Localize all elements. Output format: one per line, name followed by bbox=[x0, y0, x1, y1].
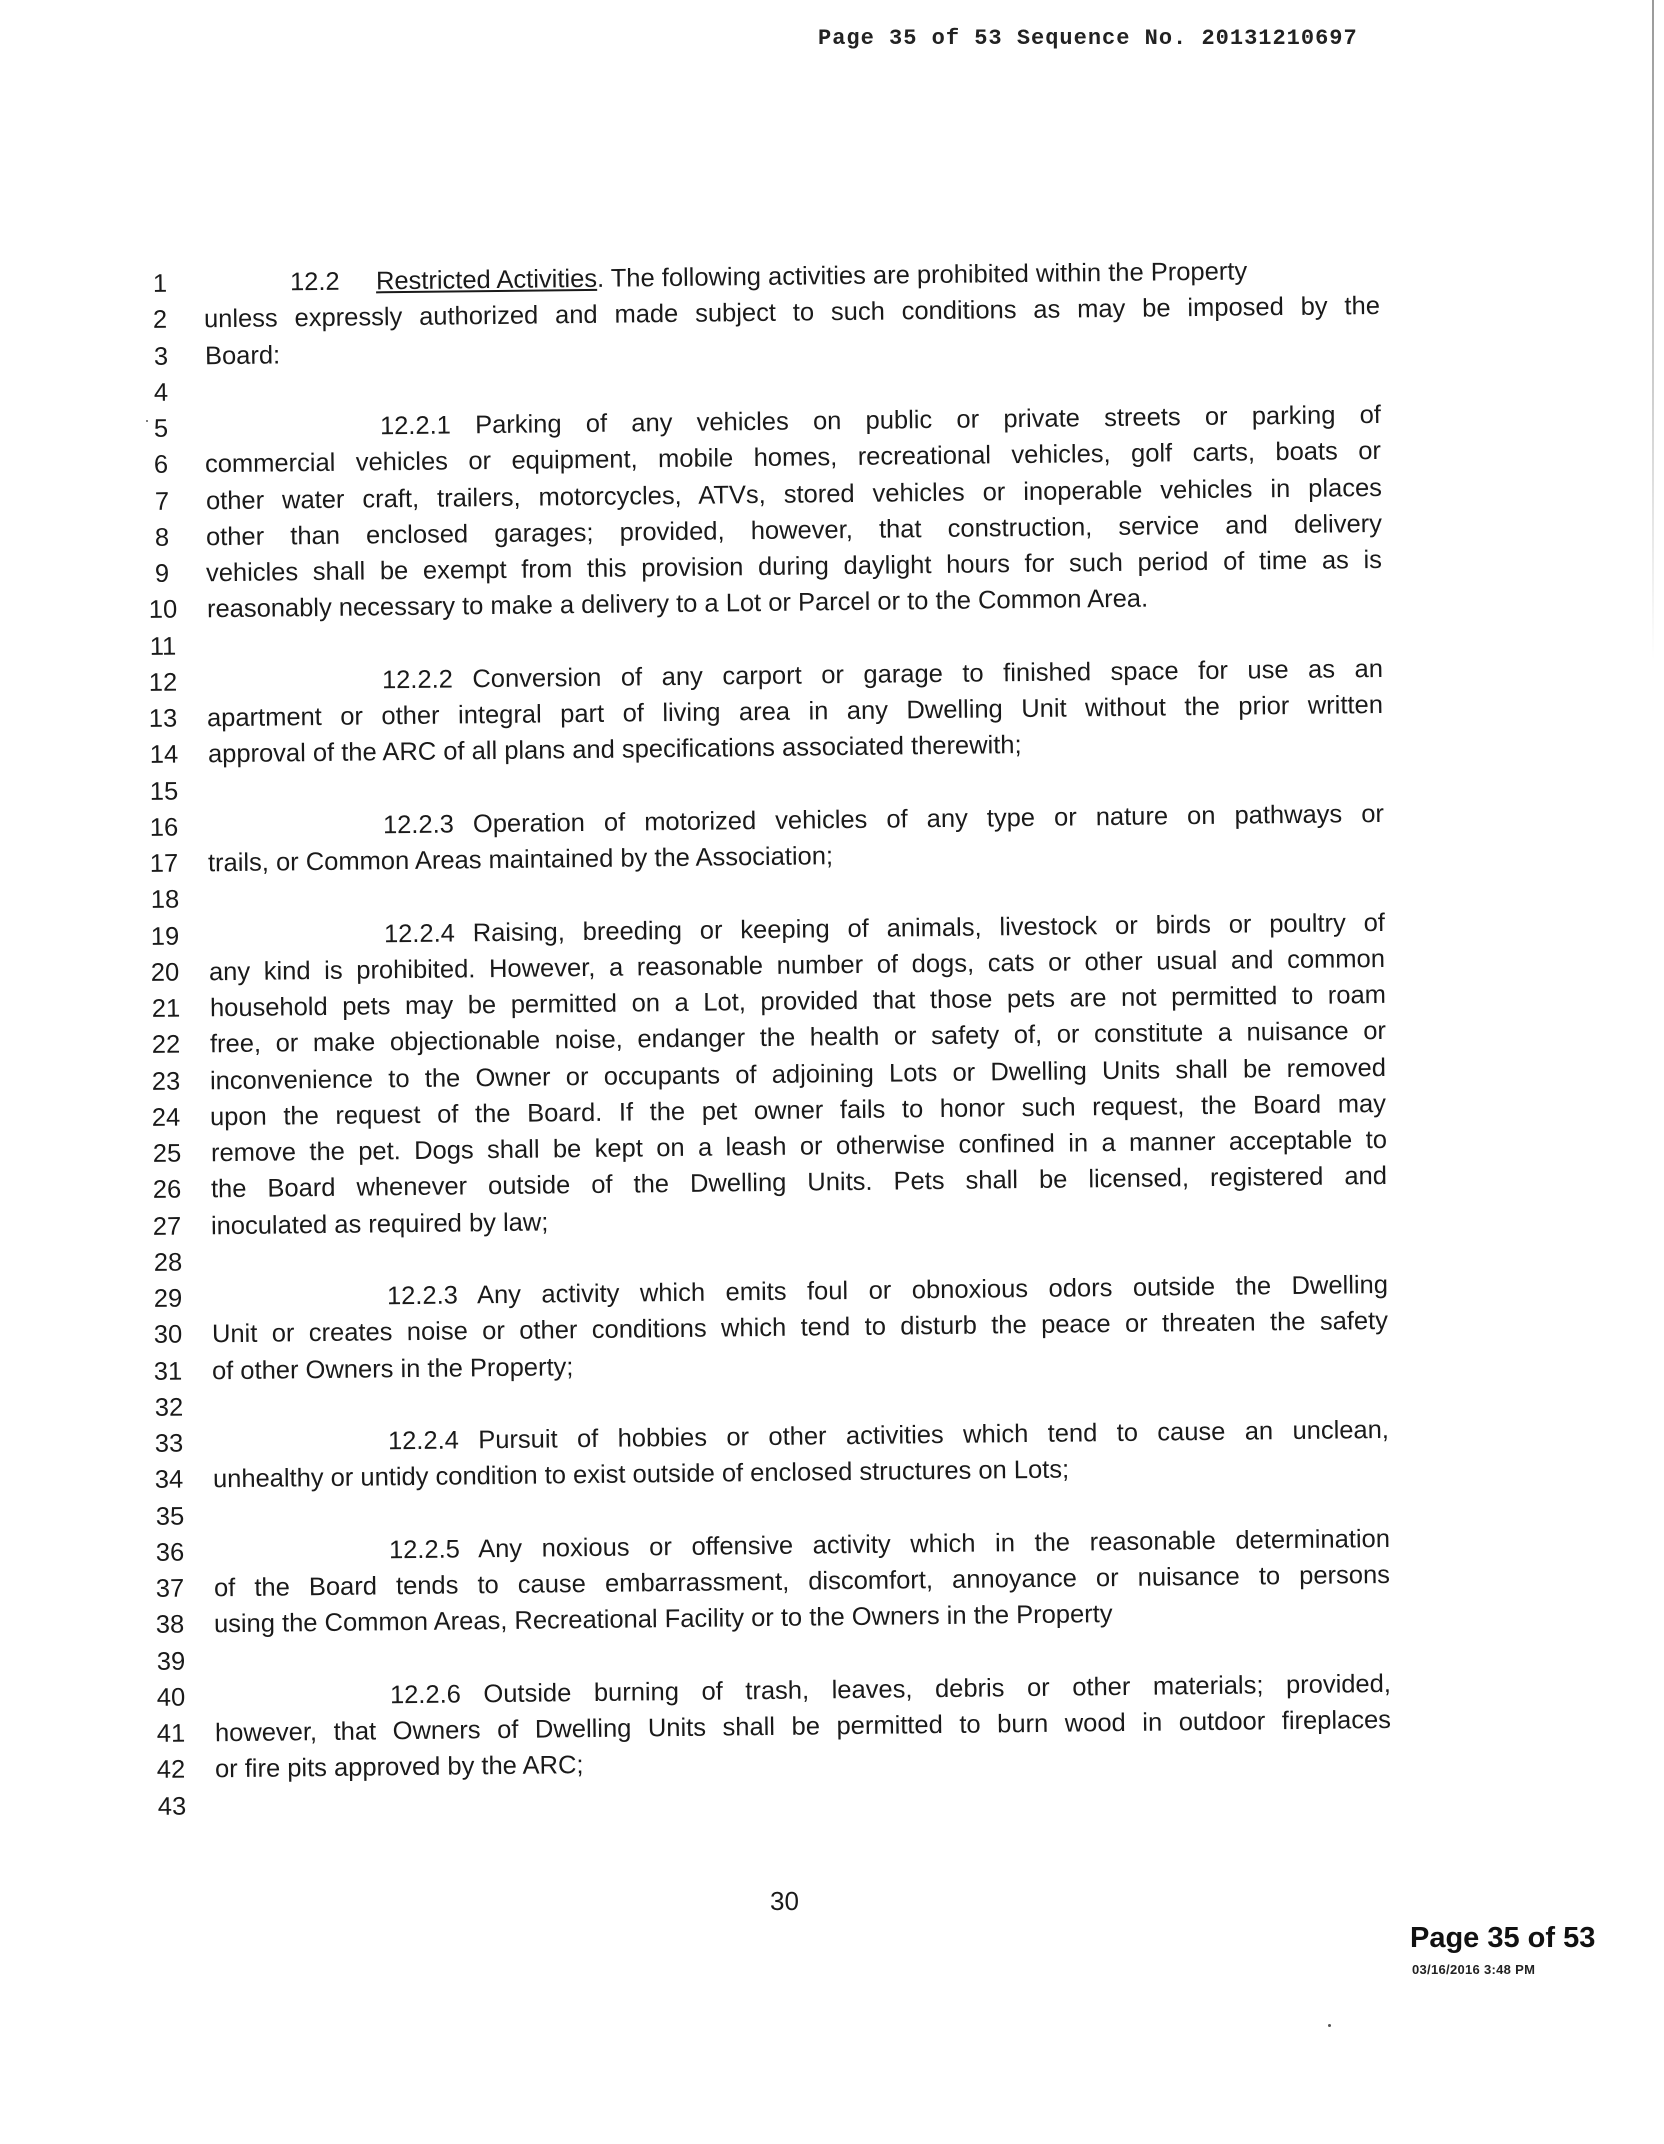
section-number: 12.2 bbox=[289, 267, 340, 297]
line-number: 38 bbox=[156, 1610, 185, 1640]
line-number: 29 bbox=[153, 1284, 183, 1313]
line-number: 35 bbox=[155, 1502, 184, 1531]
line-number: 36 bbox=[155, 1538, 185, 1567]
scan-speck bbox=[1328, 2024, 1331, 2027]
line-text: inoculated as required by law; bbox=[211, 1207, 549, 1240]
line-number: 25 bbox=[152, 1139, 182, 1168]
line-text: other water craft, trailers, motorcycles, ATVs, stored vehicles or inoperable vehicles in places bbox=[205, 473, 1382, 515]
line-number: 34 bbox=[154, 1465, 184, 1495]
line-text: or fire pits approved by the ARC; bbox=[215, 1751, 585, 1784]
line-text: unhealthy or untidy condition to exist outside of enclosed structures on Lots; bbox=[213, 1455, 1070, 1494]
line-text: remove the pet. Dogs shall be kept on a leash or otherwise confined in a manner acceptable to bbox=[210, 1125, 1387, 1168]
line-number: 1 bbox=[152, 269, 168, 298]
line-number: 37 bbox=[155, 1574, 185, 1603]
page-number: 30 bbox=[770, 1886, 799, 1916]
line-number: 4 bbox=[153, 378, 169, 407]
line-number: 42 bbox=[157, 1755, 186, 1785]
line-text: free, or make objectionable noise, endanger the health or safety of, or constitute a nuisance or bbox=[209, 1017, 1386, 1059]
line-number: 28 bbox=[153, 1248, 182, 1277]
line-text: inconvenience to the Owner or occupants of adjoining Lots or Dwelling Units shall be removed bbox=[209, 1053, 1387, 1095]
line-number: 27 bbox=[152, 1212, 182, 1241]
line-text: 12.2.5 Any noxious or offensive activity which in the reasonable determination bbox=[388, 1524, 1390, 1565]
line-text: 12.2.3 Operation of motorized vehicles of any type or nature on pathways or bbox=[383, 799, 1385, 840]
line-number: 6 bbox=[154, 450, 169, 480]
line-text: any kind is prohibited. However, a reasonable number of dogs, cats or other usual and common bbox=[209, 944, 1386, 987]
line-number: 10 bbox=[148, 595, 177, 625]
line-text: approval of the ARC of all plans and specifications associated therewith; bbox=[207, 731, 1022, 769]
line-number: 40 bbox=[156, 1683, 186, 1712]
line-text: 12.2.2 Conversion of any carport or garage to finished space for use as an bbox=[381, 654, 1384, 695]
line-number: 32 bbox=[154, 1393, 184, 1422]
line-number: 19 bbox=[150, 922, 180, 951]
line-number: 26 bbox=[152, 1175, 182, 1205]
line-text: unless expressly authorized and made subject to such conditions as may be imposed by the bbox=[204, 292, 1381, 334]
line-text: however, that Owners of Dwelling Units shall be permitted to burn wood in outdoor fireplaces bbox=[215, 1705, 1392, 1748]
line-number: 17 bbox=[150, 849, 179, 878]
line-number: 11 bbox=[149, 632, 177, 661]
line-text: household pets may be permitted on a Lot, provided that those pets are not permitted to roam bbox=[209, 980, 1386, 1023]
line-number: 14 bbox=[149, 740, 178, 770]
line-text: Unit or creates noise or other conditions which tend to disturb the peace or threaten the safety bbox=[211, 1307, 1389, 1349]
line-text: vehicles shall be exempt from this provision during daylight hours for such period of time as is bbox=[206, 545, 1383, 588]
line-number: 24 bbox=[152, 1103, 181, 1132]
line-text: using the Common Areas, Recreational Facility or to the Owners in the Property bbox=[214, 1600, 1114, 1639]
line-number: 16 bbox=[149, 813, 179, 842]
footer-page-label: Page 35 of 53 bbox=[1410, 1922, 1596, 1954]
scan-speck bbox=[146, 420, 148, 422]
line-number: 3 bbox=[153, 342, 168, 371]
line-number: 43 bbox=[157, 1792, 187, 1821]
line-text: apartment or other integral part of living area in any Dwelling Unit without the prior written bbox=[207, 690, 1384, 733]
line-number: 21 bbox=[151, 994, 180, 1023]
line-text: other than enclosed garages; provided, however, that construction, service and delivery bbox=[205, 509, 1383, 552]
line-text: of the Board tends to cause embarrassment, discomfort, annoyance or nuisance to persons bbox=[213, 1560, 1391, 1603]
line-number: 12 bbox=[148, 668, 178, 697]
sequence-header: Page 35 of 53 Sequence No. 20131210697 bbox=[818, 26, 1358, 51]
line-text: 12.2.4 Pursuit of hobbies or other activities which tend to cause an unclean, bbox=[387, 1415, 1390, 1456]
line-number: 8 bbox=[154, 523, 170, 552]
line-number: 15 bbox=[149, 777, 179, 806]
line-text: trails, or Common Areas maintained by the Association; bbox=[208, 842, 834, 878]
line-text: 12.2.6 Outside burning of trash, leaves, debris or other materials; provided, bbox=[389, 1669, 1391, 1710]
line-number: 18 bbox=[150, 885, 180, 915]
line-number: 41 bbox=[156, 1719, 186, 1748]
line-number: 7 bbox=[154, 487, 169, 516]
line-number: 9 bbox=[154, 559, 170, 588]
section-intro-text: . The following activities are prohibited within the Property bbox=[596, 257, 1248, 293]
footer-timestamp: 03/16/2016 3:48 PM bbox=[1412, 1962, 1536, 1977]
line-text: 12.2.3 Any activity which emits foul or obnoxious odors outside the Dwelling bbox=[386, 1270, 1388, 1311]
line-number: 39 bbox=[156, 1647, 185, 1676]
line-text: Board: bbox=[204, 340, 280, 370]
line-number: 33 bbox=[154, 1429, 184, 1458]
section-title: Restricted Activities bbox=[375, 264, 598, 296]
line-text: the Board whenever outside of the Dwelling Units. Pets shall be licensed, registered and bbox=[210, 1162, 1388, 1204]
line-number: 2 bbox=[153, 305, 168, 335]
line-text: 12.2.1 Parking of any vehicles on public or private streets or parking of bbox=[379, 400, 1382, 441]
line-number: 23 bbox=[151, 1067, 181, 1096]
line-number: 30 bbox=[153, 1320, 183, 1350]
line-number: 22 bbox=[151, 1030, 181, 1060]
line-text: of other Owners in the Property; bbox=[212, 1352, 574, 1385]
line-number: 31 bbox=[154, 1357, 183, 1386]
line-text: commercial vehicles or equipment, mobile homes, recreational vehicles, golf carts, boats or bbox=[205, 437, 1382, 479]
line-text: 12.2.4 Raising, breeding or keeping of animals, livestock or birds or poultry of bbox=[383, 908, 1386, 948]
line-number: 13 bbox=[149, 704, 178, 733]
line-text: reasonably necessary to make a delivery to a Lot or Parcel or to the Common Area. bbox=[206, 584, 1148, 624]
line-text: upon the request of the Board. If the pet owner fails to honor such request, the Board may bbox=[210, 1089, 1387, 1132]
line-number: 5 bbox=[153, 414, 169, 443]
line-number: 20 bbox=[150, 958, 180, 987]
